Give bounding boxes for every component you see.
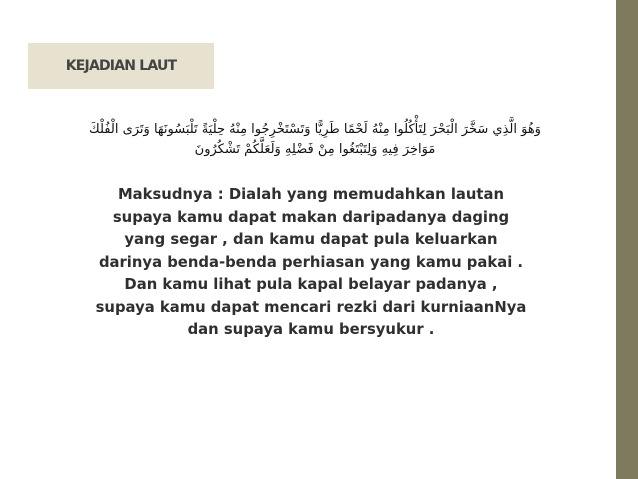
meaning-line: dan supaya kamu bersyukur . xyxy=(187,321,435,338)
meaning-line: darinya benda-benda perhiasan yang kamu pakai . xyxy=(98,253,524,271)
meaning-line: supaya kamu dapat mencari rezki dari kurniaanNya xyxy=(95,298,527,316)
meaning-line: supaya kamu dapat makan daripadanya daging xyxy=(112,208,510,226)
side-accent-bar xyxy=(616,0,638,479)
title-box xyxy=(28,43,214,89)
arabic-verse-line-2: مَوَاخِرَ فِيهِ وَلِتَبْتَغُوا مِنْ فَضْلِهِ وَلَعَلَّكُمْ تَشْكُرُونَ xyxy=(194,142,436,157)
meaning-line: Maksudnya : Dialah yang memudahkan lautan xyxy=(117,186,505,203)
arabic-verse-line-1: وَهُوَ الَّذِي سَخَّرَ الْبَحْرَ لِتَأْكُلُوا مِنْهُ لَحْمًا طَرِيًّا وَتَسْتَخْرِجُوا مِنْهُ حِلْيَةً تَلْبَسُونَهَا وَتَرَى الْفُلْكَ xyxy=(89,122,541,137)
meaning-line: Dan kamu lihat pula kapal belayar padanya , xyxy=(124,276,498,293)
meaning-line: yang segar , dan kamu dapat pula keluarkan xyxy=(124,231,498,248)
meaning-paragraph xyxy=(46,184,576,342)
slide-title: KEJADIAN LAUT xyxy=(65,58,177,74)
